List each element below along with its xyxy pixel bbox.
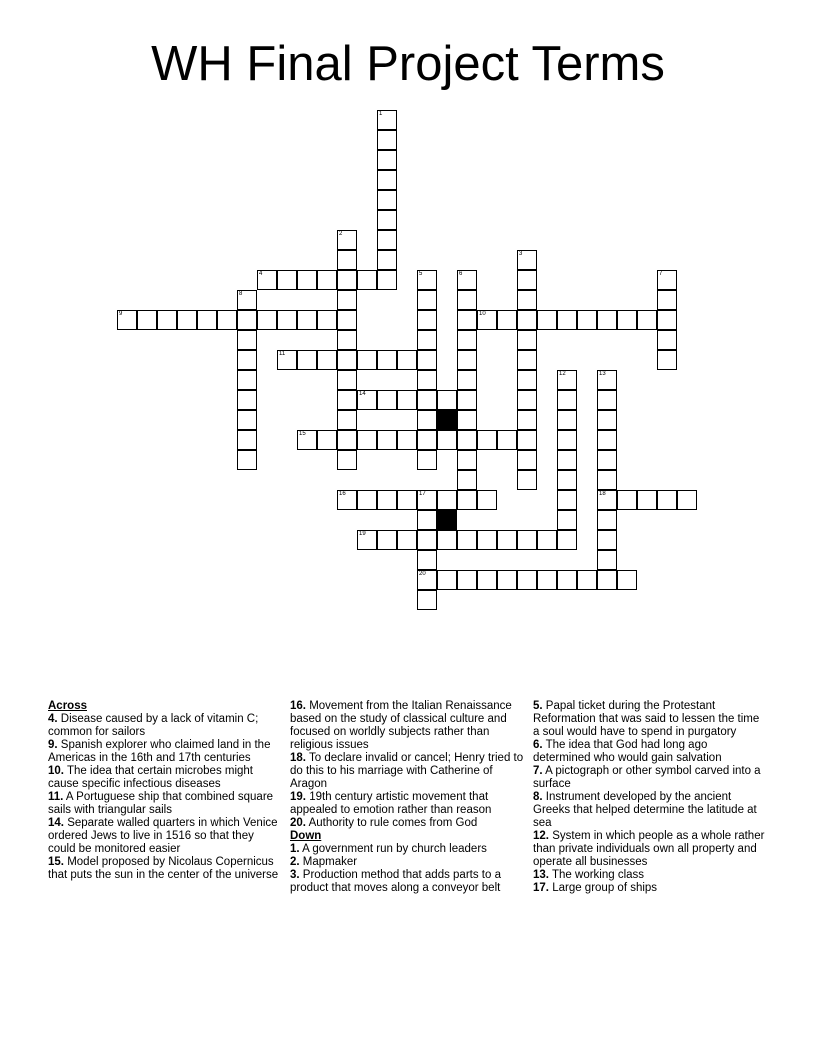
- crossword-cell[interactable]: [537, 530, 557, 550]
- down-clue: 1. A government run by church leaders: [290, 843, 487, 855]
- crossword-cell[interactable]: [517, 270, 537, 290]
- crossword-cell[interactable]: [377, 250, 397, 270]
- crossword-cell[interactable]: [377, 210, 397, 230]
- crossword-cell[interactable]: [657, 290, 677, 310]
- across-clue: 9. Spanish explorer who claimed land in the Americas in the 16th and 17th centuries: [48, 739, 271, 764]
- crossword-cell[interactable]: [597, 410, 617, 430]
- clue-number: 7: [659, 271, 663, 277]
- across-heading: Across: [48, 700, 87, 712]
- clue-number: 1: [379, 111, 383, 117]
- clue-number: 13: [599, 371, 606, 377]
- crossword-cell[interactable]: [417, 530, 437, 550]
- clues-column-3: [533, 700, 767, 895]
- crossword-cell[interactable]: [237, 310, 257, 330]
- down-clue: 8. Instrument developed by the ancient Greeks that helped determine the latitude at sea: [533, 791, 757, 829]
- clue-number: 10: [479, 311, 486, 317]
- crossword-cell[interactable]: [337, 330, 357, 350]
- across-clue: 14. Separate walled quarters in which Venice ordered Jews to live in 1516 so that they could be monitored easier: [48, 817, 278, 855]
- crossword-cell[interactable]: [457, 490, 477, 510]
- crossword-cell[interactable]: [657, 330, 677, 350]
- crossword-cell[interactable]: [437, 390, 457, 410]
- puzzle-title: WH Final Project Terms: [151, 37, 665, 91]
- crossword-cell[interactable]: [417, 270, 437, 290]
- crossword-cell[interactable]: [457, 450, 477, 470]
- crossword-cell[interactable]: [457, 310, 477, 330]
- crossword-cell[interactable]: [597, 310, 617, 330]
- crossword-cell[interactable]: [577, 570, 597, 590]
- crossword-cell[interactable]: [517, 290, 537, 310]
- crossword-cell[interactable]: [277, 310, 297, 330]
- clue-number: 17: [419, 491, 426, 497]
- crossword-cell[interactable]: [397, 430, 417, 450]
- crossword-cell[interactable]: [517, 470, 537, 490]
- down-clue: 12. System in which people as a whole rather than private individuals own all property and operate all businesses: [533, 830, 765, 868]
- crossword-cell[interactable]: [517, 310, 537, 330]
- crossword-cell[interactable]: [417, 310, 437, 330]
- crossword-cell[interactable]: [517, 430, 537, 450]
- crossword-cell[interactable]: [517, 450, 537, 470]
- crossword-cell[interactable]: [477, 310, 497, 330]
- crossword-cell[interactable]: [657, 490, 677, 510]
- clue-number: 19: [359, 531, 366, 537]
- clue-number: 9: [119, 311, 123, 317]
- crossword-cell[interactable]: [417, 370, 437, 390]
- crossword-cell[interactable]: [377, 350, 397, 370]
- down-clue: 5. Papal ticket during the Protestant Reformation that was said to lessen the time a soul would have to spend in purgatory: [533, 700, 760, 738]
- crossword-cell[interactable]: [337, 370, 357, 390]
- clue-number: 4: [259, 271, 263, 277]
- crossword-cell[interactable]: [297, 350, 317, 370]
- crossword-cell[interactable]: [577, 310, 597, 330]
- crossword-cell[interactable]: [337, 450, 357, 470]
- crossword-cell[interactable]: [517, 410, 537, 430]
- crossword-cell[interactable]: [377, 490, 397, 510]
- crossword-cell[interactable]: [557, 310, 577, 330]
- crossword-cell[interactable]: [457, 390, 477, 410]
- crossword-cell[interactable]: [597, 570, 617, 590]
- crossword-cell[interactable]: [457, 570, 477, 590]
- crossword-cell[interactable]: [377, 390, 397, 410]
- crossword-cell[interactable]: [357, 390, 377, 410]
- crossword-cell[interactable]: [417, 290, 437, 310]
- clue-number: 16: [339, 491, 346, 497]
- crossword-cell[interactable]: [217, 310, 237, 330]
- crossword-cell[interactable]: [557, 410, 577, 430]
- crossword-cell[interactable]: [417, 350, 437, 370]
- crossword-cell[interactable]: [557, 530, 577, 550]
- crossword-cell[interactable]: [437, 490, 457, 510]
- crossword-cell[interactable]: [517, 370, 537, 390]
- crossword-cell[interactable]: [557, 570, 577, 590]
- crossword-cell[interactable]: [337, 390, 357, 410]
- clue-number: 14: [359, 391, 366, 397]
- crossword-cell[interactable]: [497, 530, 517, 550]
- crossword-cell[interactable]: [377, 150, 397, 170]
- crossword-cell[interactable]: [657, 350, 677, 370]
- crossword-cell[interactable]: [537, 310, 557, 330]
- crossword-cell[interactable]: [597, 390, 617, 410]
- clue-number: 2: [339, 231, 343, 237]
- crossword-cell[interactable]: [517, 330, 537, 350]
- crossword-cell[interactable]: [117, 310, 137, 330]
- crossword-cell[interactable]: [237, 330, 257, 350]
- crossword-cell[interactable]: [557, 430, 577, 450]
- crossword-cell[interactable]: [677, 490, 697, 510]
- across-clue: 20. Authority to rule comes from God: [290, 817, 478, 829]
- crossword-cell[interactable]: [517, 350, 537, 370]
- down-clue: 2. Mapmaker: [290, 856, 358, 868]
- crossword-cell[interactable]: [497, 430, 517, 450]
- crossword-cell[interactable]: [637, 490, 657, 510]
- crossword-cell[interactable]: [557, 470, 577, 490]
- crossword-cell[interactable]: [657, 310, 677, 330]
- crossword-cell[interactable]: [237, 350, 257, 370]
- crossword-cell[interactable]: [337, 430, 357, 450]
- crossword-cell[interactable]: [317, 430, 337, 450]
- crossword-cell[interactable]: [197, 310, 217, 330]
- crossword-cell[interactable]: [337, 290, 357, 310]
- crossword-cell[interactable]: [437, 430, 457, 450]
- crossword-cell[interactable]: [357, 350, 377, 370]
- crossword-cell[interactable]: [437, 530, 457, 550]
- crossword-cell[interactable]: [417, 450, 437, 470]
- down-clue: 13. The working class: [533, 869, 645, 881]
- crossword-cell[interactable]: [357, 530, 377, 550]
- crossword-cell[interactable]: [237, 370, 257, 390]
- clue-number: 15: [299, 431, 306, 437]
- clue-number: 20: [419, 571, 426, 577]
- crossword-cell[interactable]: [337, 490, 357, 510]
- crossword-cell[interactable]: [337, 230, 357, 250]
- crossword-cell[interactable]: [417, 490, 437, 510]
- clue-number: 12: [559, 371, 566, 377]
- crossword-cell[interactable]: [317, 350, 337, 370]
- down-clue: 3. Production method that adds parts to a product that moves along a conveyor belt: [290, 869, 501, 894]
- crossword-cell[interactable]: [457, 350, 477, 370]
- clue-number: 18: [599, 491, 606, 497]
- across-clue: 18. To declare invalid or cancel; Henry tried to do this to his marriage with Catherine of Aragon: [290, 752, 524, 790]
- crossword-cell[interactable]: [457, 410, 477, 430]
- crossword-cell[interactable]: [477, 490, 497, 510]
- crossword-cell[interactable]: [617, 310, 637, 330]
- crossword-cell[interactable]: [437, 570, 457, 590]
- crossword-cell[interactable]: [517, 250, 537, 270]
- crossword-cell[interactable]: [277, 350, 297, 370]
- clue-number: 6: [459, 271, 463, 277]
- clue-number: 8: [239, 291, 243, 297]
- crossword-cell[interactable]: [617, 490, 637, 510]
- down-heading: Down: [290, 830, 322, 842]
- across-clue: 4. Disease caused by a lack of vitamin C; common for sailors: [48, 713, 259, 738]
- crossword-cell[interactable]: [597, 490, 617, 510]
- crossword-cell[interactable]: [377, 530, 397, 550]
- crossword-cell[interactable]: [237, 290, 257, 310]
- crossword-cell[interactable]: [517, 570, 537, 590]
- crossword-block: [437, 410, 457, 430]
- crossword-cell[interactable]: [317, 310, 337, 330]
- crossword-cell[interactable]: [417, 510, 437, 530]
- crossword-cell[interactable]: [257, 310, 277, 330]
- crossword-cell[interactable]: [417, 410, 437, 430]
- crossword-cell[interactable]: [417, 430, 437, 450]
- crossword-cell[interactable]: [337, 350, 357, 370]
- crossword-cell[interactable]: [457, 370, 477, 390]
- crossword-cell[interactable]: [377, 110, 397, 130]
- crossword-cell[interactable]: [417, 390, 437, 410]
- crossword-cell[interactable]: [457, 330, 477, 350]
- crossword-cell[interactable]: [377, 230, 397, 250]
- clue-number: 3: [519, 251, 523, 257]
- crossword-cell[interactable]: [657, 270, 677, 290]
- crossword-cell[interactable]: [237, 410, 257, 430]
- across-clue: 15. Model proposed by Nicolaus Copernicus that puts the sun in the center of the universe: [48, 856, 279, 881]
- down-clue: 7. A pictograph or other symbol carved into a surface: [533, 765, 761, 790]
- crossword-cell[interactable]: [297, 430, 317, 450]
- crossword-cell[interactable]: [297, 270, 317, 290]
- crossword-cell[interactable]: [637, 310, 657, 330]
- across-clue: 19. 19th century artistic movement that appealed to emotion rather than reason: [290, 791, 492, 816]
- clues-column-1: [48, 700, 282, 882]
- crossword-cell[interactable]: [557, 450, 577, 470]
- clue-number: 5: [419, 271, 423, 277]
- crossword-cell[interactable]: [537, 570, 557, 590]
- crossword-cell[interactable]: [357, 490, 377, 510]
- crossword-cell[interactable]: [557, 370, 577, 390]
- crossword-cell[interactable]: [157, 310, 177, 330]
- clue-number: 11: [279, 351, 286, 357]
- crossword-cell[interactable]: [457, 290, 477, 310]
- crossword-cell[interactable]: [597, 370, 617, 390]
- across-clue: 16. Movement from the Italian Renaissance based on the study of classical culture and focused on worldly subjects rather than religious issues: [290, 700, 512, 751]
- crossword-cell[interactable]: [357, 430, 377, 450]
- across-clue: 11. A Portuguese ship that combined square sails with triangular sails: [48, 791, 274, 816]
- crossword-cell[interactable]: [597, 430, 617, 450]
- crossword-cell[interactable]: [177, 310, 197, 330]
- crossword-cell[interactable]: [597, 510, 617, 530]
- crossword-cell[interactable]: [397, 490, 417, 510]
- crossword-cell[interactable]: [617, 570, 637, 590]
- crossword-cell[interactable]: [417, 330, 437, 350]
- crossword-cell[interactable]: [457, 430, 477, 450]
- crossword-cell[interactable]: [317, 270, 337, 290]
- crossword-cell[interactable]: [377, 170, 397, 190]
- crossword-cell[interactable]: [517, 390, 537, 410]
- crossword-cell[interactable]: [257, 270, 277, 290]
- crossword-block: [437, 510, 457, 530]
- crossword-cell[interactable]: [497, 310, 517, 330]
- crossword-cell[interactable]: [337, 270, 357, 290]
- crossword-cell[interactable]: [477, 530, 497, 550]
- crossword-cell[interactable]: [377, 130, 397, 150]
- crossword-cell[interactable]: [277, 270, 297, 290]
- crossword-cell[interactable]: [597, 530, 617, 550]
- crossword-cell[interactable]: [357, 270, 377, 290]
- crossword-cell[interactable]: [457, 530, 477, 550]
- crossword-cell[interactable]: [477, 430, 497, 450]
- down-clue: 17. Large group of ships: [533, 882, 658, 894]
- crossword-cell[interactable]: [337, 310, 357, 330]
- crossword-cell[interactable]: [377, 430, 397, 450]
- crossword-cell[interactable]: [397, 390, 417, 410]
- crossword-cell[interactable]: [137, 310, 157, 330]
- crossword-cell[interactable]: [597, 470, 617, 490]
- crossword-cell[interactable]: [457, 270, 477, 290]
- across-clue: 10. The idea that certain microbes might cause specific infectious diseases: [48, 765, 254, 790]
- crossword-cell[interactable]: [597, 550, 617, 570]
- crossword-cell[interactable]: [417, 570, 437, 590]
- crossword-cell[interactable]: [557, 490, 577, 510]
- crossword-cell[interactable]: [237, 390, 257, 410]
- crossword-cell[interactable]: [457, 470, 477, 490]
- crossword-cell[interactable]: [237, 430, 257, 450]
- crossword-cell[interactable]: [417, 550, 437, 570]
- crossword-cell[interactable]: [337, 410, 357, 430]
- crossword-cell[interactable]: [377, 190, 397, 210]
- crossword-cell[interactable]: [397, 530, 417, 550]
- crossword-cell[interactable]: [477, 570, 497, 590]
- down-clue: 6. The idea that God had long ago determined who would gain salvation: [533, 739, 722, 764]
- crossword-cell[interactable]: [497, 570, 517, 590]
- crossword-cell[interactable]: [517, 530, 537, 550]
- clues-column-2: [290, 700, 524, 895]
- crossword-cell[interactable]: [557, 390, 577, 410]
- crossword-cell[interactable]: [237, 450, 257, 470]
- crossword-cell[interactable]: [417, 590, 437, 610]
- crossword-cell[interactable]: [377, 270, 397, 290]
- crossword-cell[interactable]: [337, 250, 357, 270]
- crossword-cell[interactable]: [597, 450, 617, 470]
- crossword-cell[interactable]: [297, 310, 317, 330]
- crossword-cell[interactable]: [557, 510, 577, 530]
- crossword-cell[interactable]: [397, 350, 417, 370]
